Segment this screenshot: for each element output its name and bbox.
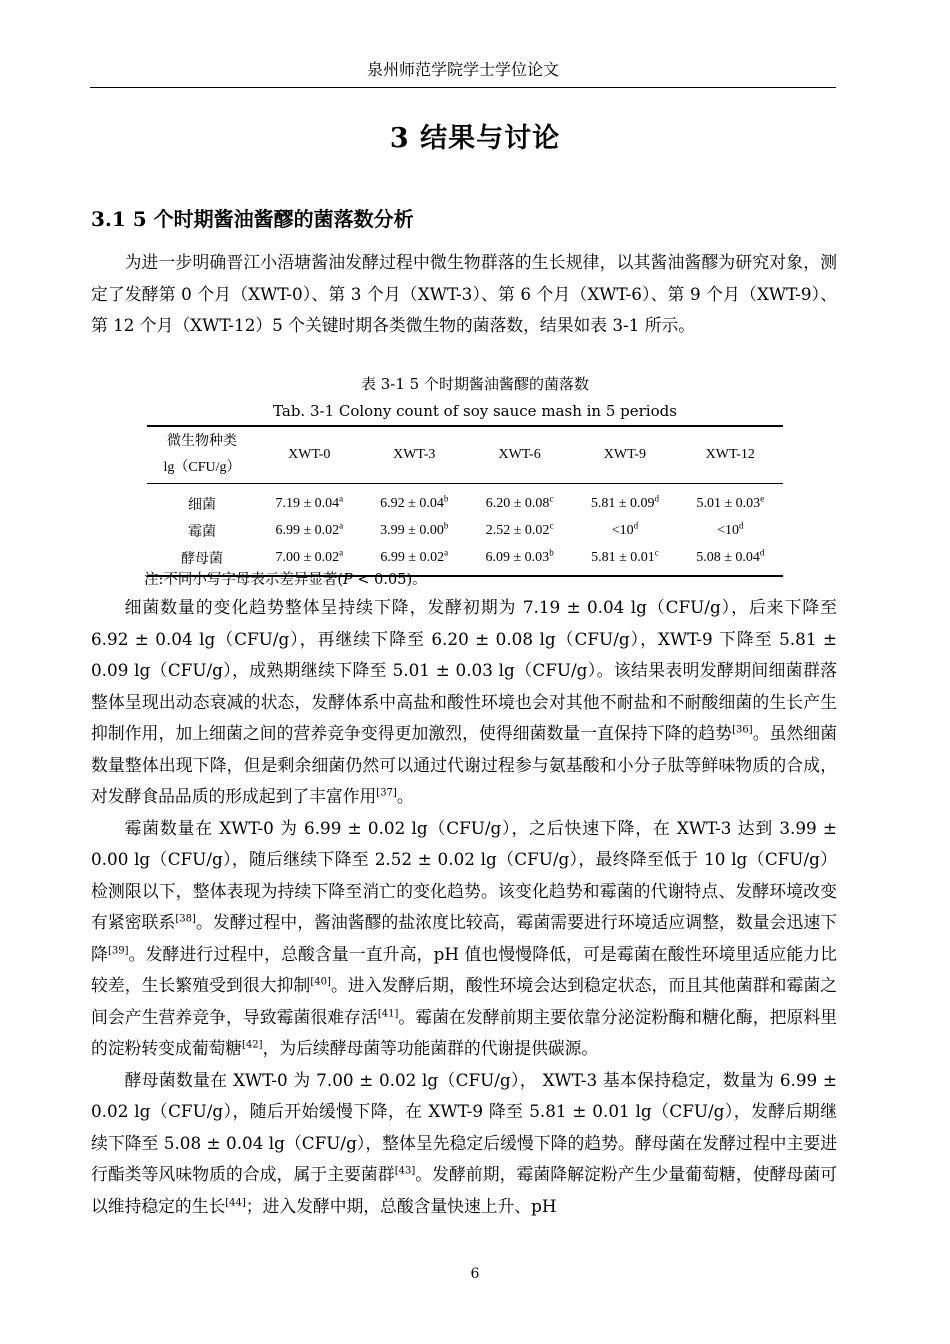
significance-letter: c <box>549 492 554 503</box>
text-run: 。发酵进行过程中，总酸含量一直升高，pH 值也慢慢降低，可是霉菌在酸性环境里适应能力比较差，生长繁殖受到很大抑制 <box>91 943 837 995</box>
cell-value: 6.20 ± 0.08 <box>485 495 550 511</box>
table-cell <box>572 544 677 576</box>
table-cell <box>678 484 783 518</box>
text-run: 细菌数量的变化趋势整体呈持续下降，发酵初期为 7.19 ± 0.04 lg（CFU/g），后来下降至 6.92 ± 0.04 lg（CFU/g），再继续下降至 6.20 ± 0.08 lg（CFU/g），XWT-9 下降至 5.81 ± 0.09 lg（CFU/g），成熟期继续下降至 5.01 ± 0.03 lg（CFU/g）。该结果表明发酵期间细菌群落整体呈现出动态衰减的状态，发酵体系中高盐和酸性环境也会对其他不耐盐和不耐酸细菌的生长产生抑制作用，加上细菌之间的营养竞争变得更加激烈，使得细菌数量一直保持下降的趋势 <box>91 597 837 743</box>
yeast-paragraph <box>91 1065 837 1223</box>
cell-value: 5.81 ± 0.09 <box>590 495 655 511</box>
text-run: 。虽然细菌数量整体出现下降，但是剩余细菌仍然可以通过代谢过程参与氨基酸和小分子肽等鲜味物质的合成，对发酵食品品质的形成起到了丰富作用 <box>91 723 837 806</box>
section-title: 3.1 5 个时期酱油酱醪的菌落数分析 <box>91 207 414 231</box>
table-row <box>147 517 783 544</box>
citation: [43] <box>394 1165 416 1177</box>
citation: [42] <box>242 1039 263 1051</box>
table-row <box>147 484 783 518</box>
cell-value: 7.00 ± 0.02 <box>275 549 340 565</box>
citation: [40] <box>310 976 331 988</box>
table-cell <box>572 517 677 544</box>
cell-value: 6.09 ± 0.03 <box>485 549 550 565</box>
significance-letter: a <box>339 519 344 530</box>
note-suffix: < 0.05)。 <box>352 572 427 588</box>
significance-letter: d <box>633 519 639 530</box>
intro-paragraph: 为进一步明确晋江小浯塘酱油发酵过程中微生物群落的生长规律，以其酱油酱醪为研究对象，测定了发酵第 0 个月（XWT-0）、第 3 个月（XWT-3）、第 6 个月（XWT-6）、第 9 个月（XWT-9）、第 12 个月（XWT-12）5 个关键时期各类微生物的菌落数，结果如表 3-1 所示。 <box>91 252 837 335</box>
significance-letter: d <box>739 519 744 530</box>
cell-value: 5.81 ± 0.01 <box>591 549 655 565</box>
cell-value: <10 <box>717 522 739 538</box>
citation: [41] <box>377 1007 399 1019</box>
cell-value: 6.92 ± 0.04 <box>380 495 444 511</box>
citation: [37] <box>376 787 397 799</box>
intro-paragraph-block <box>91 247 837 342</box>
significance-letter: d <box>759 546 765 557</box>
text-run: 。进入发酵后期，酸性环境会达到稳定状态，而且其他菌群和霉菌之间会产生营养竞争，导致霉菌很难存活 <box>91 975 837 1027</box>
running-header: 泉州师范学院学士学位论文 <box>366 60 559 79</box>
column-header: XWT-12 <box>678 426 783 484</box>
discussion-block <box>91 592 837 1222</box>
table-cell <box>467 517 572 544</box>
significance-letter: b <box>443 519 449 530</box>
table-note <box>144 568 427 589</box>
citation: [38] <box>175 913 196 925</box>
column-header: XWT-6 <box>467 426 572 484</box>
text-run: 。霉菌在发酵前期主要依靠分泌淀粉酶和糖化酶，把原料里的淀粉转变成葡萄糖 <box>91 1006 837 1058</box>
chapter-title: 3 结果与讨论 <box>389 123 561 154</box>
table-cell <box>362 484 467 518</box>
cell-value: 7.19 ± 0.04 <box>275 495 340 511</box>
mold-paragraph <box>91 813 837 1065</box>
significance-letter: a <box>339 492 344 503</box>
row-label: 酵母菌 <box>147 544 257 576</box>
header-line2: lg（CFU/g） <box>163 460 241 475</box>
table-cell <box>257 484 362 518</box>
cell-value: 2.52 ± 0.02 <box>485 522 550 538</box>
table-cell <box>362 517 467 544</box>
cell-value: 3.99 ± 0.00 <box>380 522 444 538</box>
citation: [36] <box>732 724 753 736</box>
row-label: 霉菌 <box>188 524 216 540</box>
cell-value: 5.08 ± 0.04 <box>696 549 760 565</box>
significance-letter: d <box>654 492 660 503</box>
cell-value: 6.99 ± 0.02 <box>275 522 340 538</box>
header-line1: 微生物种类 <box>167 434 237 449</box>
table-cell <box>572 484 677 518</box>
cell-value: <10 <box>611 522 634 538</box>
table-cell <box>678 544 783 576</box>
note-prefix: 注:不同小写字母表示差异显著( <box>144 572 344 588</box>
table-caption-en: Tab. 3-1 Colony count of soy sauce mash in 5 periods <box>273 402 677 420</box>
table-cell <box>467 484 572 518</box>
significance-letter: c <box>549 519 554 530</box>
column-header: XWT-0 <box>257 426 362 484</box>
table-caption-cn: 表 3-1 5 个时期酱油酱醪的菌落数 <box>360 375 589 393</box>
table-cell <box>678 517 783 544</box>
text-run: 酵母菌数量在 XWT-0 为 7.00 ± 0.02 lg（CFU/g）， XWT-3 基本保持稳定，数量为 6.99 ± 0.02 lg（CFU/g），随后开始缓慢下降，在 XWT-9 降至 5.81 ± 0.01 lg（CFU/g），发酵后期继续下降至 5.08 ± 0.04 lg（CFU/g），整体呈先稳定后缓慢下降的趋势。酵母菌在发酵过程中主要进行酯类等风味物质的合成，属于主要菌群 <box>91 1069 837 1184</box>
significance-letter: e <box>760 492 765 503</box>
page-number: 6 <box>470 1266 480 1282</box>
significance-letter: a <box>444 546 449 557</box>
table-cell <box>467 544 572 576</box>
cell-value: 6.99 ± 0.02 <box>380 549 445 565</box>
column-header: XWT-3 <box>362 426 467 484</box>
column-header: XWT-9 <box>572 426 677 484</box>
significance-letter: b <box>549 546 554 557</box>
header-organism-type <box>147 426 257 484</box>
text-run: 霉菌数量在 XWT-0 为 6.99 ± 0.02 lg（CFU/g），之后快速下降，在 XWT-3 达到 3.99 ± 0.00 lg（CFU/g），随后继续下降至 2.52 ± 0.02 lg（CFU/g），最终降至低于 10 lg（CFU/g）检测限以下，整体表现为持续下降至消亡的变化趋势。该变化趋势和霉菌的代谢特点、发酵环境改变有紧密联系 <box>91 817 837 932</box>
significance-letter: a <box>339 546 344 557</box>
citation: [44] <box>225 1196 246 1208</box>
header-rule <box>90 87 836 88</box>
cell-value: 5.01 ± 0.03 <box>696 495 761 511</box>
citation: [39] <box>107 944 129 956</box>
text-run: 。发酵前期，霉菌降解淀粉产生少量葡萄糖，使酵母菌可以维持稳定的生长 <box>91 1164 837 1216</box>
bacteria-paragraph <box>91 592 837 813</box>
text-run: ；进入发酵中期，总酸含量快速上升、pH <box>245 1195 557 1216</box>
row-label: 细菌 <box>188 497 216 513</box>
table-cell <box>257 517 362 544</box>
table-header-row <box>147 426 783 484</box>
text-run: ，为后续酵母菌等功能菌群的代谢提供碳源。 <box>262 1038 599 1058</box>
colony-count-table <box>147 425 783 577</box>
significance-letter: b <box>443 492 449 503</box>
text-run: 。发酵过程中，酱油酱醪的盐浓度比较高，霉菌需要进行环境适应调整，数量会迅速下降 <box>91 912 837 964</box>
note-p-symbol: P <box>343 572 353 588</box>
text-run: 。 <box>396 786 414 806</box>
significance-letter: c <box>654 546 659 557</box>
